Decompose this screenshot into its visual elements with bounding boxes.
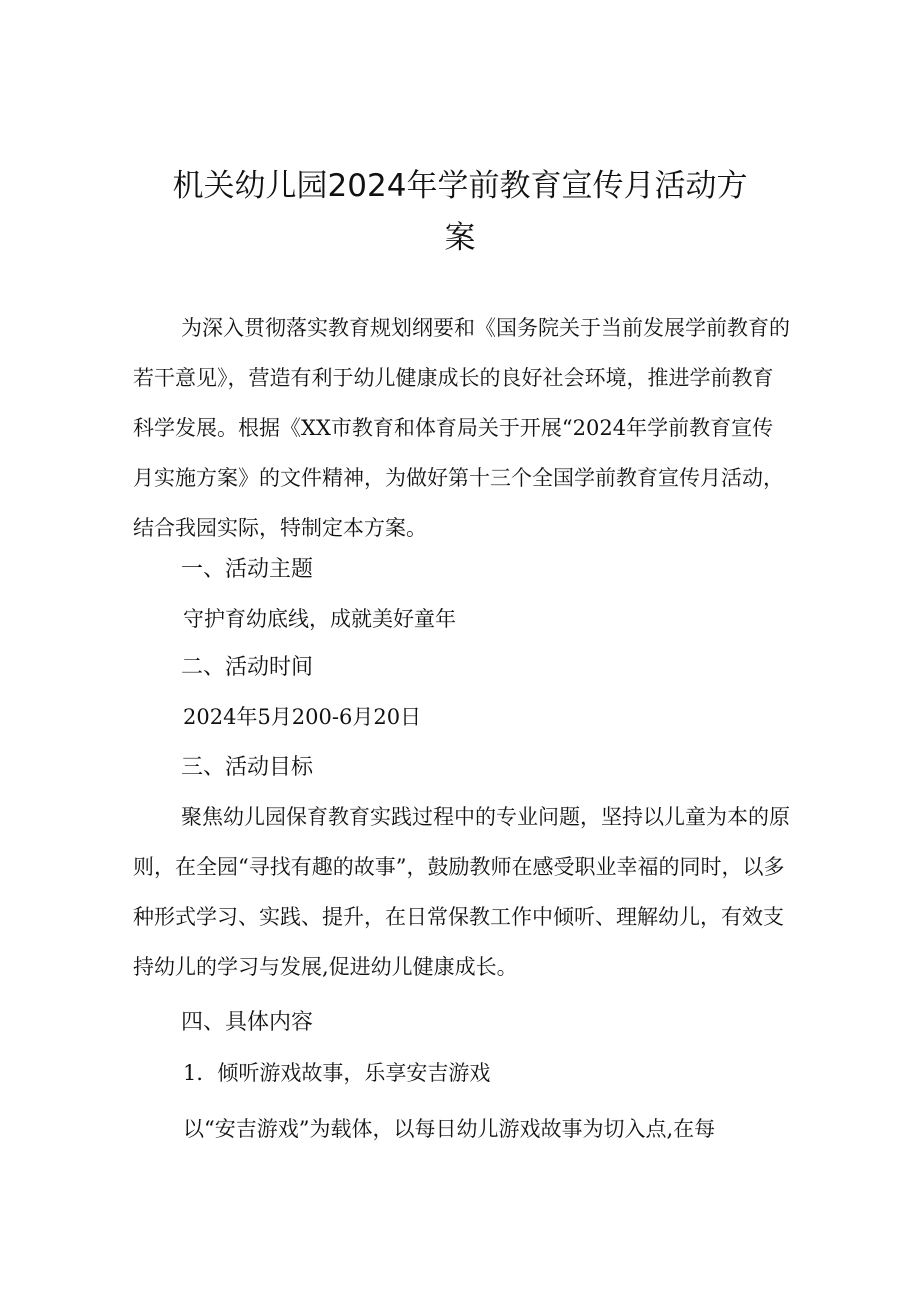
title-line-1: 机关幼儿园2024年学前教育宣传月活动方 — [172, 168, 748, 204]
content-item-1-heading: 1．倾听游戏故事，乐享安吉游戏 — [183, 1061, 491, 1085]
section-heading-goal: 三、活动目标 — [181, 755, 314, 780]
goal-paragraph: 聚焦幼儿园保育教育实践过程中的专业问题，坚持以儿童为本的原则，在全园“寻找有趣的故事”，鼓励教师在感受职业幸福的同时，以多种形式学习、实践、提升，在日常保教工作中倾听、理解幼儿，有效支持幼儿的学习与发展,促进幼儿健康成长。 — [133, 805, 790, 979]
title-line-2: 案 — [444, 220, 476, 256]
document-title — [150, 160, 770, 264]
theme-text: 守护育幼底线，成就美好童年 — [183, 607, 456, 631]
time-text: 2024年5月200-6月20日 — [183, 705, 422, 729]
content-item-1-text: 以“安吉游戏”为载体，以每日幼儿游戏故事为切入点,在每 — [183, 1117, 716, 1141]
section-heading-content: 四、具体内容 — [181, 1010, 314, 1035]
intro-paragraph: 为深入贯彻落实教育规划纲要和《国务院关于当前发展学前教育的若干意见》，营造有利于幼儿健康成长的良好社会环境，推进学前教育科学发展。根据《XX市教育和体育局关于开展“2024年学前教育宣传月实施方案》的文件精神，为做好第十三个全国学前教育宣传月活动，结合我园实际，特制定本方案。 — [133, 316, 790, 540]
section-heading-theme: 一、活动主题 — [181, 557, 314, 582]
section-heading-time: 二、活动时间 — [181, 655, 314, 680]
